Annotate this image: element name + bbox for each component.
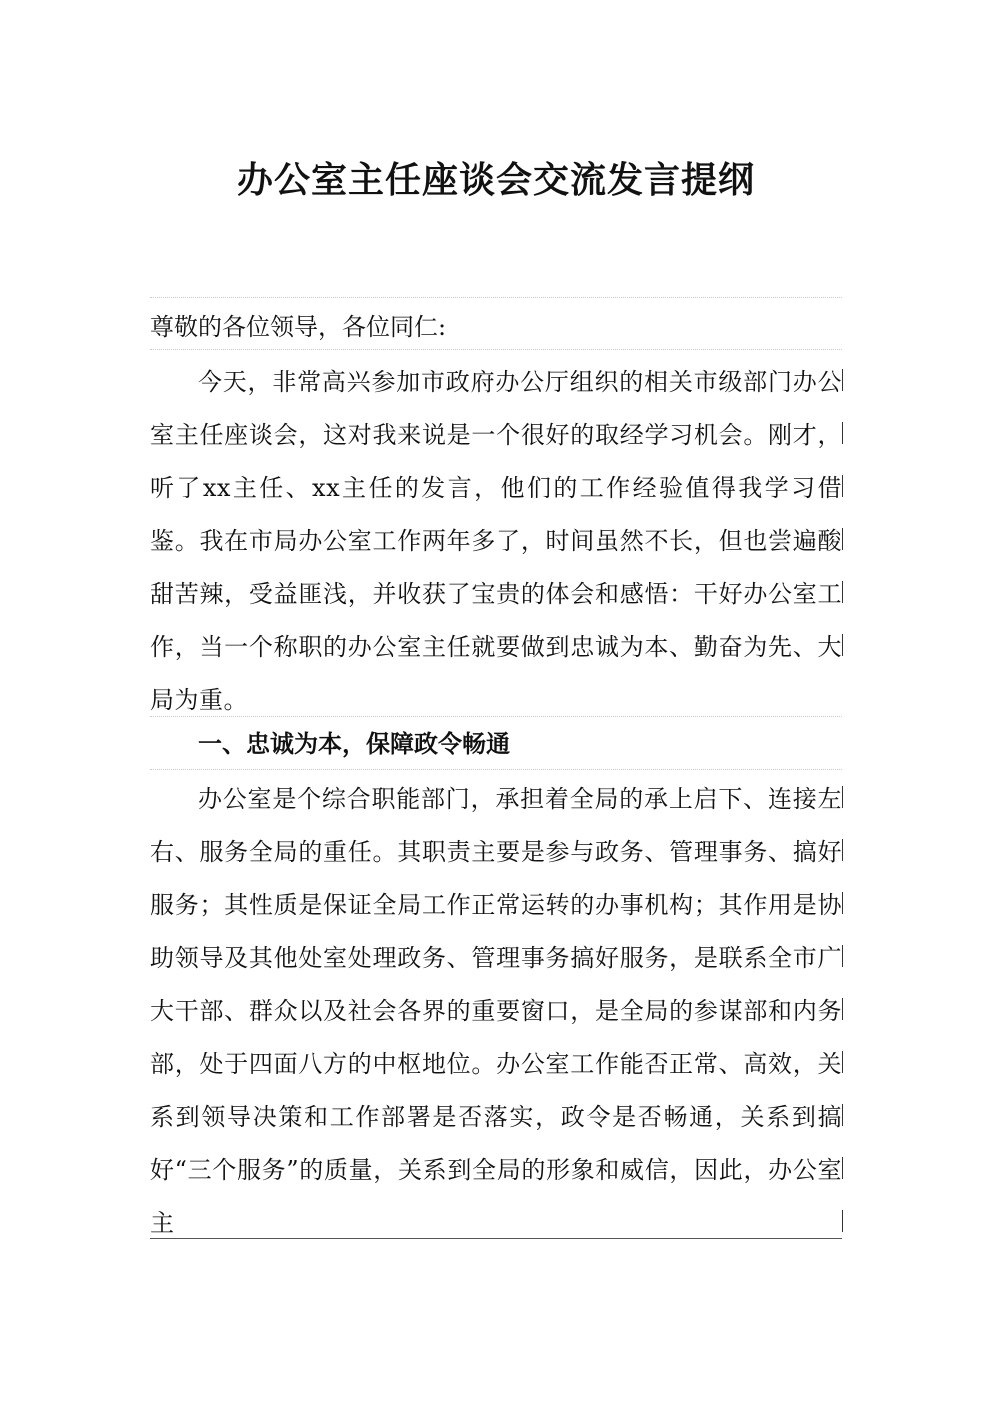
- line-marker: [842, 1210, 843, 1232]
- line-marker: [842, 581, 843, 603]
- line-marker: [842, 475, 843, 497]
- line-marker: [842, 839, 843, 861]
- section-heading: 一、忠诚为本，保障政令畅通: [198, 730, 510, 758]
- paragraph-intro: 今天，非常高兴参加市政府办公厅组织的相关市级部门办公室主任座谈会，这对我来说是一个很好的取经学习机会。刚才，听了xx主任、xx主任的发言，他们的工作经验值得我学习借鉴。我在市局办公室工作两年多了，时间虽然不长，但也尝遍酸甜苦辣，受益匪浅，并收获了宝贵的体会和感悟：干好办公室工作，当一个称职的办公室主任就要做到忠诚为本、勤奋为先、大局为重。: [150, 368, 842, 714]
- divider-top: [150, 297, 842, 298]
- document-title: 办公室主任座谈会交流发言提纲: [236, 159, 755, 201]
- line-marker: [842, 369, 843, 391]
- salutation: 尊敬的各位领导，各位同仁:: [150, 313, 447, 341]
- line-marker: [842, 528, 843, 550]
- paragraph-section-1: 办公室是个综合职能部门，承担着全局的承上启下、连接左右、服务全局的重任。其职责主要是参与政务、管理事务、搞好服务；其性质是保证全局工作正常运转的办事机构；其作用是协助领导及其他处室处理政务、管理事务搞好服务，是联系全市广大干部、群众以及社会各界的重要窗口，是全局的参谋部和内务部，处于四面八方的中枢地位。办公室工作能否正常、高效，关系到领导决策和工作部署是否落实，政令是否畅通，关系到搞好“三个服务”的质量，关系到全局的形象和威信，因此，办公室主: [150, 785, 842, 1237]
- line-marker: [842, 422, 843, 444]
- divider-after-heading: [150, 769, 842, 770]
- line-marker: [842, 1051, 843, 1073]
- line-marker: [842, 634, 843, 656]
- divider-after-salutation: [150, 349, 842, 350]
- line-marker: [842, 786, 843, 808]
- line-marker: [842, 1157, 843, 1179]
- line-marker: [842, 1104, 843, 1126]
- line-marker: [842, 945, 843, 967]
- line-marker: [842, 892, 843, 914]
- divider-before-heading: [150, 716, 842, 717]
- line-marker: [842, 998, 843, 1020]
- divider-bottom: [150, 1238, 842, 1239]
